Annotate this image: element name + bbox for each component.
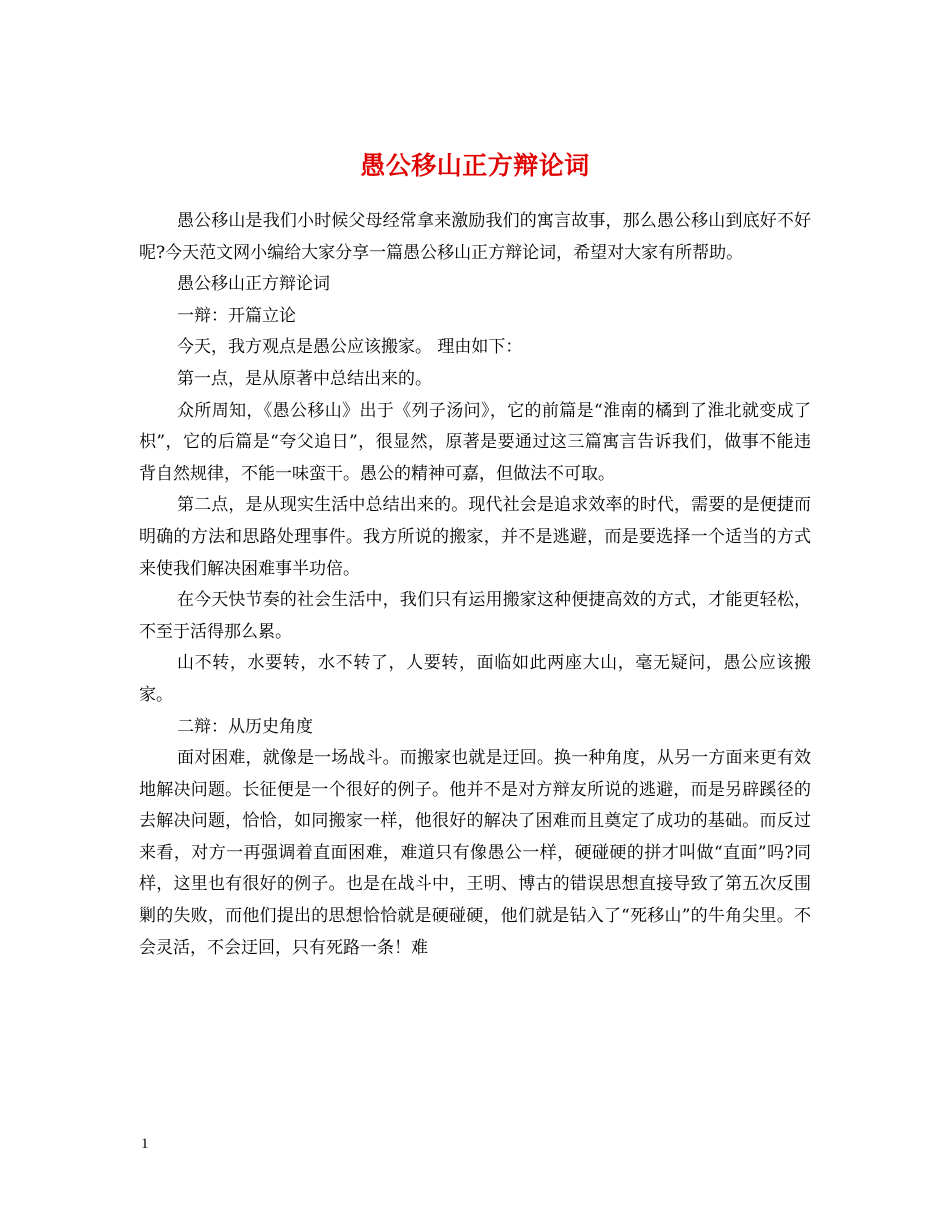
document-title: 愚公移山正方辩论词: [360, 150, 590, 180]
paragraph-history: 面对困难，就像是一场战斗。而搬家也就是迂回。换一种角度，从另一方面来更有效地解决问题。长征便是一个很好的例子。他并不是对方辩友所说的逃避，而是另辟蹊径的去解决问题，恰恰，如同搬家一样，他很好的解决了困难而且奠定了成功的基础。而反过来看，对方一再强调着直面困难，难道只有像愚公一样，硬碰硬的拼才叫做“直面”吗?同样，这里也有很好的例子。也是在战斗中，王明、博古的错误思想直接导致了第五次反围剿的失败，而他们提出的思想恰恰就是硬碰硬，他们就是钻入了“死移山”的牛角尖里。不会灵活，不会迂回，只有死路一条！难: [139, 748, 811, 958]
paragraph-first-debater-heading: 一辩：开篇立论: [177, 305, 296, 326]
paragraph-modern-life: 在今天快节奏的社会生活中，我们只有运用搬家这种便捷高效的方式，才能更轻松，不至于活得那么累。: [139, 590, 811, 642]
page-number: 1: [141, 1136, 149, 1152]
paragraph-conclusion: 山不转，水要转，水不转了，人要转，面临如此两座大山，毫无疑问，愚公应该搬家。: [139, 653, 811, 705]
paragraph-intro: 愚公移山是我们小时候父母经常拿来激励我们的寓言故事，那么愚公移山到底好不好呢?今天范文网小编给大家分享一篇愚公移山正方辩论词，希望对大家有所帮助。: [139, 211, 811, 263]
paragraph-position: 今天，我方观点是愚公应该搬家。 理由如下：: [177, 337, 523, 358]
paragraph-second-debater-heading: 二辩：从历史角度: [177, 716, 313, 737]
paragraph-subtitle: 愚公移山正方辩论词: [177, 274, 330, 295]
document-body: [139, 206, 811, 964]
paragraph-point-two: 第二点，是从现实生活中总结出来的。现代社会是追求效率的时代，需要的是便捷而明确的方法和思路处理事件。我方所说的搬家，并不是逃避，而是要选择一个适当的方式来使我们解决困难事半功倍。: [139, 495, 811, 579]
paragraph-original-text: 众所周知，《愚公移山》出于《列子汤问》，它的前篇是“淮南的橘到了淮北就变成了枳”，它的后篇是“夸父追日”，很显然，原著是要通过这三篇寓言告诉我们，做事不能违背自然规律，不能一味蛮干。愚公的精神可嘉，但做法不可取。: [139, 400, 811, 484]
paragraph-point-one: 第一点，是从原著中总结出来的。: [177, 368, 432, 389]
